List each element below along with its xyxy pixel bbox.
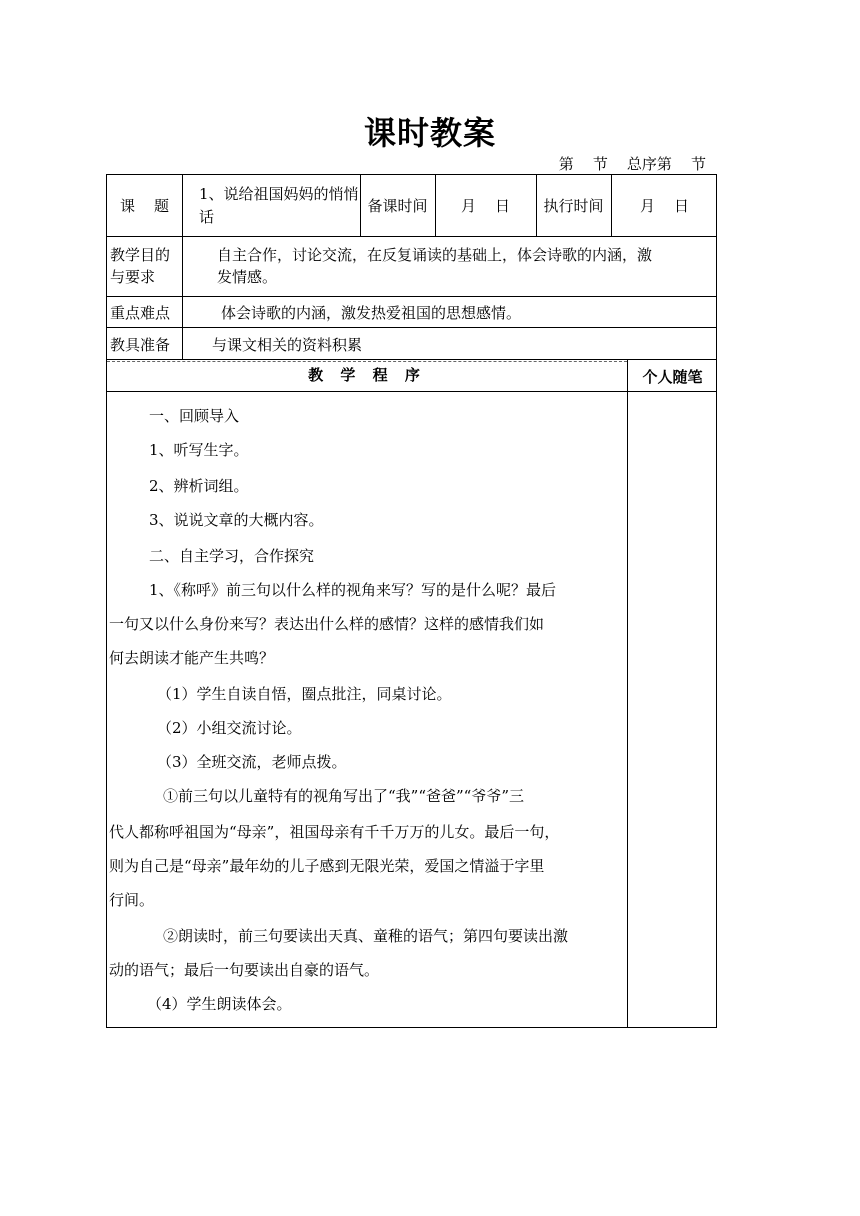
notes-heading: 个人随笔	[642, 368, 703, 386]
program-line: 2、辨析词组。	[149, 477, 249, 495]
exec-time-value: 月 日	[639, 197, 690, 215]
row-divider	[107, 236, 716, 237]
program-line: 1、《称呼》前三句以什么样的视角来写？写的是什么呢？最后	[149, 581, 557, 599]
teaching-tools-label: 教具准备	[110, 336, 171, 354]
program-line: 行间。	[109, 891, 155, 909]
row-divider	[107, 391, 716, 392]
prep-time-value: 月 日	[460, 197, 511, 215]
program-line: ②朗读时，前三句要读出天真、童稚的语气；第四句要读出激	[163, 927, 569, 945]
program-line: 则为自己是“母亲”最年幼的儿子感到无限光荣，爱国之情溢于字里	[109, 857, 545, 875]
program-heading: 教 学 程 序	[308, 366, 426, 384]
topic-value: 1、说给祖国妈妈的悄悄话	[199, 185, 359, 226]
page-title: 课时教案	[363, 114, 496, 152]
program-line: （3）全班交流，老师点拨。	[157, 753, 347, 771]
program-line: （2）小组交流讨论。	[157, 719, 302, 737]
goals-label: 教学目的与要求	[110, 246, 171, 286]
goals-value-line-2: 发情感。	[217, 268, 278, 286]
program-line: ①前三句以儿童特有的视角写出了“我”“爸爸”“爷爷”三	[163, 787, 525, 805]
program-line: 3、说说文章的大概内容。	[149, 511, 324, 529]
program-line: 二、自主学习，合作探究	[149, 547, 315, 565]
lesson-plan-table	[106, 174, 717, 1028]
key-points-label: 重点难点	[110, 304, 171, 322]
program-line: 动的语气；最后一句要读出自豪的语气。	[109, 961, 380, 979]
row-divider	[107, 327, 716, 328]
goals-value-line-1: 自主合作，讨论交流，在反复诵读的基础上，体会诗歌的内涵，激	[217, 246, 653, 264]
program-line: 一句又以什么身份来写？表达出什么样的感情？这样的感情我们如	[109, 615, 545, 633]
section-number-line: 第 节 总序第 节	[558, 155, 706, 173]
program-line: 代人都称呼祖国为“母亲”，祖国母亲有千千万万的儿女。最后一句，	[109, 823, 560, 841]
program-line: （1）学生自读自悟，圈点批注，同桌讨论。	[157, 685, 452, 703]
key-points-value: 体会诗歌的内涵，激发热爱祖国的思想感情。	[221, 304, 522, 322]
exec-time-label: 执行时间	[543, 197, 604, 215]
program-line: （4）学生朗读体会。	[147, 995, 292, 1013]
col-divider	[182, 175, 183, 359]
program-line: 一、回顾导入	[149, 407, 240, 425]
row-divider	[107, 296, 716, 297]
teaching-tools-value: 与课文相关的资料积累	[212, 336, 363, 354]
row-divider	[107, 359, 716, 360]
program-line: 1、听写生字。	[149, 441, 249, 459]
dashed-divider	[107, 361, 627, 362]
program-line: 何去朗读才能产生共鸣？	[109, 649, 275, 667]
topic-label: 课 题	[119, 197, 170, 215]
prep-time-label: 备课时间	[367, 197, 428, 215]
